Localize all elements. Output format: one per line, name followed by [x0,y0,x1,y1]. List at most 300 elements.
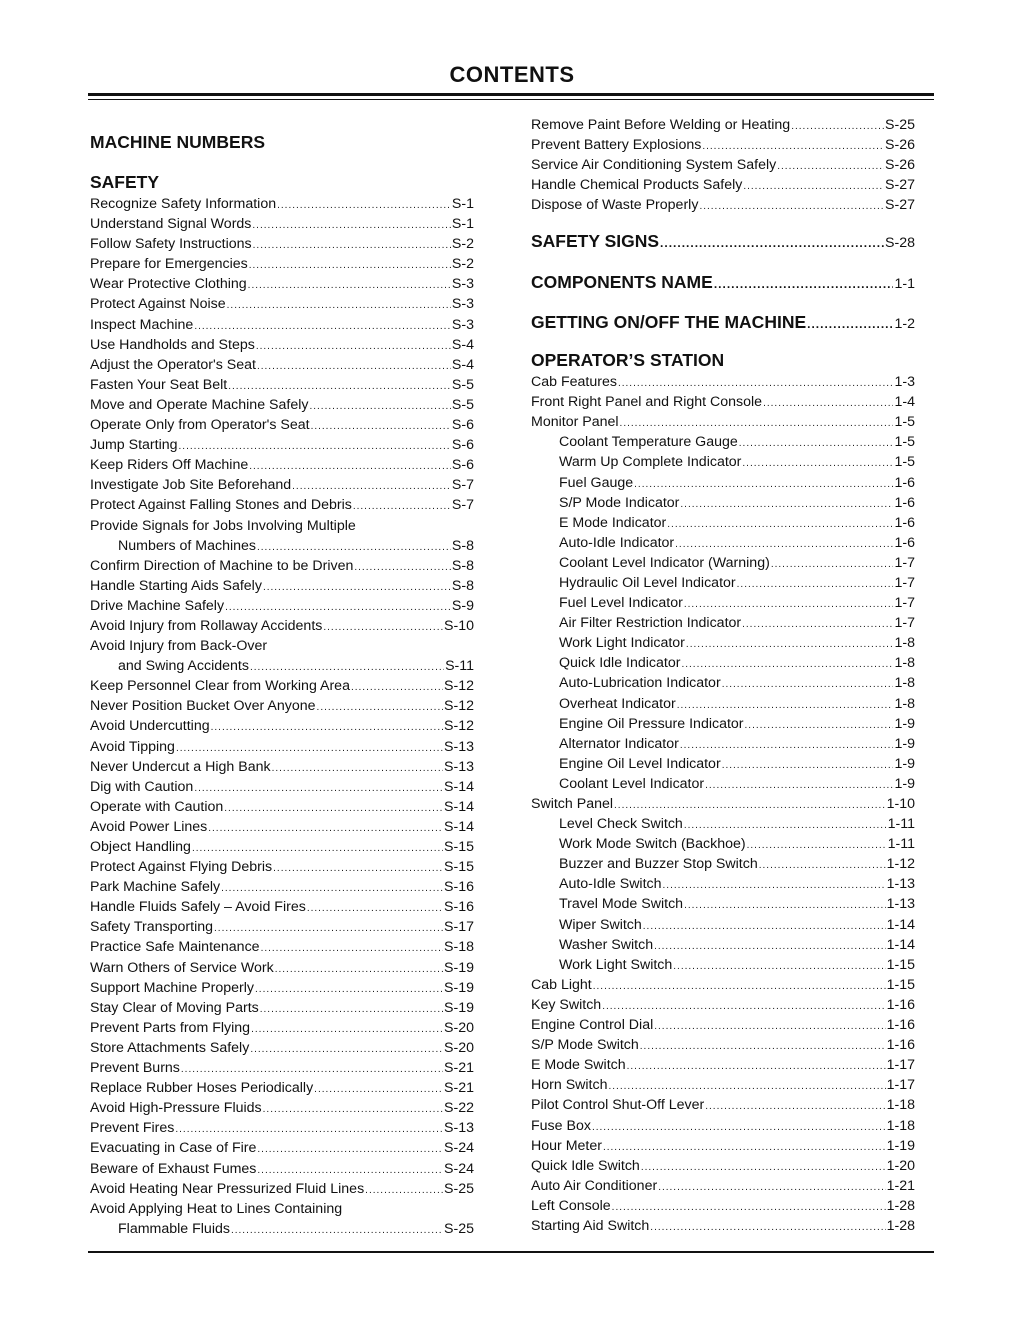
toc-entry-page: S-13 [444,738,474,755]
dot-leader [248,276,451,294]
dot-leader [654,1017,885,1035]
toc-entry-page: S-21 [444,1060,474,1077]
dot-leader [686,635,894,653]
dot-leader [742,615,893,633]
toc-entry [90,817,474,837]
toc-entry-page: S-25 [885,117,915,133]
dot-leader [699,197,884,215]
toc-entry [531,774,915,794]
toc-entry-page: S-19 [444,999,474,1016]
toc-entry-title: Operate Only from Operator's Seat [90,417,310,434]
toc-entry-page: S-3 [451,296,474,313]
toc-entry-page: 1-6 [894,474,915,491]
toc-entry-page: 1-8 [894,675,915,692]
toc-entry-title: Auto-Idle Indicator [559,534,675,551]
toc-entry [531,262,915,302]
dot-leader [365,1181,443,1199]
toc-entry-page: S-15 [444,839,474,855]
toc-entry-page: S-1 [451,196,474,212]
toc-entry [531,493,915,513]
toc-entry [531,392,915,412]
toc-entry [531,1035,915,1055]
toc-entry-title: Wear Protective Clothing [90,276,247,293]
toc-entry-title: Auto-Idle Switch [559,876,662,893]
toc-entry-page: S-5 [451,396,474,413]
toc-entry-title: and Swing Accidents [118,658,249,675]
toc-entry-title: Wiper Switch [559,916,642,933]
dot-leader [618,374,894,392]
toc-entry [531,302,915,342]
toc-entry [90,1199,474,1219]
toc-entry-title: GETTING ON/OFF THE MACHINE [531,311,807,332]
dot-leader [743,177,884,195]
toc-entry [90,837,474,857]
toc-entry-page: 1-9 [894,735,915,752]
toc-entry [531,915,915,935]
toc-entry-title: Dispose of Waste Properly [531,197,699,214]
header-rule-thick [88,93,934,96]
toc-entry [90,998,474,1018]
toc-entry [90,917,474,937]
toc-entry-page: S-10 [444,617,474,634]
toc-entry [531,513,915,533]
toc-entry-title: Evacuating in Case of Fire [90,1140,257,1157]
dot-leader [641,1158,886,1176]
toc-entry [90,475,474,495]
toc-entry-page: 1-15 [886,976,915,993]
safety-entry-list-continued [531,115,915,215]
toc-entry [531,955,915,975]
toc-entry [531,593,915,613]
toc-entry [90,1018,474,1038]
dot-leader [650,1218,885,1236]
toc-entry-page: S-17 [444,919,474,936]
toc-entry-title: Auto-Lubrication Indicator [559,675,721,692]
toc-entry [90,395,474,415]
toc-entry [90,1118,474,1138]
toc-entry-page: 1-20 [886,1157,915,1174]
toc-entry-page: S-6 [451,457,474,474]
toc-entry [531,175,915,195]
dot-leader [181,1060,443,1078]
toc-entry-title: Horn Switch [531,1077,608,1094]
toc-entry [531,135,915,155]
toc-entry-title: Use Handholds and Steps [90,336,255,353]
toc-entry-page: S-7 [451,477,474,494]
toc-entry-title: Work Light Switch [559,956,673,973]
toc-entry-title: Buzzer and Buzzer Stop Switch [559,856,758,873]
toc-entry [90,797,474,817]
toc-entry-title: Alternator Indicator [559,735,679,752]
dot-leader [192,839,443,857]
toc-entry [531,754,915,774]
dot-leader [654,937,886,955]
toc-entry-page: S-21 [444,1080,474,1097]
section-heading-list [531,221,915,342]
dot-leader [763,394,893,412]
toc-entry [90,1098,474,1118]
toc-entry-title: Engine Oil Pressure Indicator [559,715,744,732]
toc-entry-title: Front Right Panel and Right Console [531,394,763,411]
toc-entry-title: Work Mode Switch (Backhoe) [559,836,746,853]
heading-machine-numbers: MACHINE NUMBERS [90,132,265,152]
toc-entry [90,194,474,214]
toc-entry-page: S-26 [885,137,915,154]
toc-entry-title: Avoid Heating Near Pressurized Fluid Lines [90,1180,365,1197]
toc-entry-title: Quick Idle Indicator [559,655,681,672]
toc-entry-title: Move and Operate Machine Safely [90,396,309,413]
toc-entry [531,714,915,734]
toc-entry-title: Warm Up Complete Indicator [559,454,742,471]
dot-leader [260,1000,443,1018]
toc-entry-title: Object Handling [90,839,191,855]
toc-entry-title: Flammable Fluids [118,1220,230,1237]
dot-leader [231,1221,443,1239]
toc-entry [531,694,915,714]
toc-entry [90,656,474,676]
dot-leader [592,1118,886,1136]
dot-leader [311,417,451,435]
toc-entry-title: Beware of Exhaust Fumes [90,1160,257,1177]
toc-entry-title: Avoid Power Lines [90,818,208,835]
dot-leader [745,716,894,734]
toc-entry-page: S-8 [451,537,474,554]
dot-leader [253,236,451,254]
toc-entry-page: S-19 [444,959,474,976]
toc-entry-title: Cab Features [531,374,617,391]
toc-entry-page: S-8 [451,577,474,594]
toc-entry-title: Numbers of Machines [118,537,256,554]
toc-entry [90,857,474,877]
dot-leader [684,595,894,613]
toc-entry [90,274,474,294]
dot-leader [250,658,444,676]
dot-leader [612,1198,886,1216]
toc-entry [90,495,474,515]
page-title: CONTENTS [449,62,575,87]
dot-leader [176,739,443,757]
toc-entry [531,473,915,493]
dot-leader [256,337,451,355]
dot-leader [603,1138,886,1156]
dot-leader [759,856,886,874]
dot-leader [251,1020,443,1038]
dot-leader [634,475,893,493]
toc-entry-page: S-2 [451,256,474,273]
toc-entry [531,673,915,693]
toc-entry [531,894,915,914]
toc-entry-page: S-11 [445,658,474,675]
toc-entry-title: Follow Safety Instructions [90,236,252,253]
dot-leader [722,675,894,693]
dot-leader [257,538,451,556]
toc-entry-page: 1-9 [894,775,915,792]
toc-entry-page: S-26 [885,157,915,174]
toc-entry [531,975,915,995]
toc-entry-title: Avoid Injury from Rollaway Accidents [90,617,323,634]
dot-leader [227,296,451,314]
toc-entry-page: S-19 [444,979,474,996]
dot-leader [705,1097,885,1115]
dot-leader [277,196,451,214]
toc-entry-page: S-27 [885,197,915,214]
toc-entry-title: Prevent Battery Explosions [531,137,702,154]
toc-entry-page: S-12 [444,678,474,695]
toc-entry-title: Coolant Temperature Gauge [559,434,738,451]
toc-entry-title: Investigate Job Site Beforehand [90,477,292,494]
toc-entry-title: Avoid High-Pressure Fluids [90,1100,262,1117]
toc-entry-page: 1-19 [886,1137,915,1154]
toc-entry-title: Keep Personnel Clear from Working Area [90,678,350,695]
toc-entry-page: 1-7 [894,595,915,612]
toc-entry-page: S-22 [444,1100,474,1117]
toc-entry-title: COMPONENTS NAME [531,271,713,292]
dot-leader [602,997,885,1015]
toc-entry-page: S-4 [451,336,474,353]
toc-entry-title: Service Air Conditioning System Safely [531,157,777,174]
toc-entry [90,937,474,957]
toc-entry-page: 1-28 [886,1217,915,1234]
dot-leader [317,698,443,716]
toc-entry-title: Auto Air Conditioner [531,1177,658,1194]
toc-entry [90,455,474,475]
toc-entry-title: Fuel Gauge [559,474,634,491]
toc-entry-page: 1-7 [894,615,915,632]
toc-entry [531,1216,915,1236]
toc-entry-page: 1-8 [894,695,915,712]
toc-entry-title: E Mode Indicator [559,514,667,531]
dot-leader [680,736,894,754]
toc-entry-page: 1-9 [894,715,915,732]
toc-entry [90,897,474,917]
toc-entry-title: Switch Panel [531,796,614,812]
toc-entry-page: 1-12 [886,856,915,873]
toc-entry-title: SAFETY SIGNS [531,231,660,252]
toc-entry-page: S-1 [451,216,474,233]
toc-entry-page: S-27 [885,177,915,194]
toc-entry-page: 1-15 [886,956,915,973]
toc-entry-page: 1-3 [894,374,915,391]
toc-entry [531,734,915,754]
dot-leader [179,437,451,455]
toc-entry [90,636,474,656]
toc-entry-title: Safety Transporting [90,919,214,936]
toc-entry-title: Adjust the Operator's Seat [90,356,256,373]
dot-leader [684,816,887,834]
dot-leader [224,799,443,817]
toc-entry [531,1075,915,1095]
dot-leader [208,819,443,837]
dot-leader [614,796,886,814]
dot-leader [194,779,443,797]
toc-entry [531,1136,915,1156]
dot-leader [214,919,443,937]
toc-entry-page: S-24 [444,1160,474,1177]
toc-entry [90,516,474,536]
toc-entry [531,573,915,593]
toc-entry-page: S-25 [444,1180,474,1197]
toc-entry-title: Air Filter Restriction Indicator [559,615,742,632]
toc-entry-page: S-25 [444,1220,474,1237]
toc-entry-page: 1-17 [886,1077,915,1094]
dot-leader [722,756,894,774]
dot-leader [272,759,443,777]
toc-entry-page: S-18 [444,939,474,956]
dot-leader [791,117,884,135]
dot-leader [263,1100,443,1118]
safety-entry-list [90,194,474,1239]
toc-entry-page: S-20 [444,1039,474,1056]
toc-entry [90,556,474,576]
toc-entry-page: 1-13 [886,876,915,893]
dot-leader [351,678,443,696]
toc-entry-title: Provide Signals for Jobs Involving Multiple [90,517,356,534]
toc-entry-title: Work Light Indicator [559,635,685,652]
toc-entry-page: S-16 [444,899,474,916]
toc-entry-title: Avoid Tipping [90,738,175,755]
toc-entry [531,995,915,1015]
toc-entry-title: Coolant Level Indicator (Warning) [559,554,770,571]
dot-leader [275,960,443,978]
toc-entry [90,234,474,254]
toc-entry [531,195,915,215]
toc-entry [90,315,474,335]
toc-entry-page: 1-6 [894,534,915,551]
dot-leader [194,317,451,335]
toc-entry-page: 1-6 [894,514,915,531]
dot-leader [643,917,886,935]
toc-entry [531,935,915,955]
dot-leader [273,859,443,877]
toc-entry-title: S/P Mode Indicator [559,494,680,511]
toc-entry-title: Never Undercut a High Bank [90,758,271,775]
toc-entry-page: 1-5 [894,414,915,431]
toc-entry-title: Hour Meter [531,1137,602,1154]
toc-entry-page: 1-21 [886,1177,915,1194]
toc-entry-page: 1-13 [886,896,915,913]
dot-leader [680,495,893,513]
toc-entry [531,653,915,673]
dot-leader [250,1040,443,1058]
toc-entry [531,633,915,653]
dot-leader [221,879,443,897]
toc-entry [90,1078,474,1098]
toc-entry-page: 1-17 [886,1057,915,1074]
toc-entry [531,1116,915,1136]
toc-entry-page: 1-10 [886,796,915,812]
toc-entry-title: Level Check Switch [559,816,683,833]
toc-entry-title: Washer Switch [559,936,654,953]
toc-entry [90,536,474,556]
toc-entry-page: 1-11 [887,836,915,853]
toc-entry-page: 1-18 [886,1097,915,1114]
toc-entry-page: 1-9 [894,755,915,772]
toc-entry [90,716,474,736]
toc-entry [531,1196,915,1216]
toc-entry [90,294,474,314]
toc-entry-page: S-13 [444,1120,474,1137]
toc-entry-page: S-8 [451,557,474,574]
toc-entry [531,1176,915,1196]
dot-leader [249,256,451,274]
toc-entry-page: S-12 [444,718,474,735]
toc-entry-title: Confirm Direction of Machine to be Driven [90,557,354,574]
toc-entry [90,616,474,636]
toc-entry-title: Protect Against Flying Debris [90,859,273,876]
dot-leader [307,899,443,917]
toc-entry [531,1095,915,1115]
toc-entry-page: 1-8 [894,655,915,672]
toc-entry-page: S-15 [444,859,474,876]
toc-entry-page: S-4 [451,356,474,373]
toc-entry-page: 1-28 [886,1197,915,1214]
toc-entry-title: Practice Safe Maintenance [90,939,260,956]
heading-safety: SAFETY [90,172,160,192]
dot-leader [747,836,887,854]
toc-entry-title: Fasten Your Seat Belt [90,376,228,393]
toc-entry-page: S-24 [444,1140,474,1157]
toc-entry [531,834,915,854]
toc-entry-title: S/P Mode Switch [531,1037,639,1054]
operators-station-entry-list [531,372,915,1236]
toc-entry-page: S-3 [451,276,474,293]
toc-entry [90,355,474,375]
dot-leader [667,515,893,533]
toc-entry-page: 1-18 [886,1117,915,1134]
toc-entry [90,1038,474,1058]
toc-entry-page: S-12 [444,698,474,715]
toc-entry-page: S-16 [444,879,474,896]
toc-entry-page: S-6 [451,417,474,434]
dot-leader [737,575,894,593]
toc-entry-page: 1-2 [894,315,915,332]
toc-entry-page: 1-6 [894,494,915,511]
dot-leader [777,157,884,175]
toc-entry-title: Protect Against Falling Stones and Debris [90,497,352,514]
toc-entry [90,978,474,998]
dot-leader [249,457,451,475]
toc-entry-page: S-9 [451,597,474,614]
dot-leader [175,1120,443,1138]
dot-leader [640,1037,886,1055]
dot-leader [314,1080,443,1098]
toc-entry-title: Prevent Fires [90,1120,175,1137]
toc-entry [531,613,915,633]
toc-entry-page: S-3 [451,316,474,333]
footer-rule [88,1251,934,1253]
toc-entry-title: Key Switch [531,996,602,1013]
toc-entry-title: Jump Starting [90,437,178,454]
toc-entry [90,676,474,696]
toc-entry-page: 1-8 [894,635,915,652]
toc-entry-title: Hydraulic Oil Level Indicator [559,574,736,591]
toc-entry [90,1138,474,1158]
toc-entry [531,432,915,452]
toc-entry [531,1156,915,1176]
toc-entry-title: Engine Control Dial [531,1017,654,1034]
dot-leader [593,977,886,995]
dot-leader [658,1178,885,1196]
dot-leader [627,1057,886,1075]
toc-entry-title: Support Machine Properly [90,979,255,996]
dot-leader [255,980,443,998]
toc-entry-title: Park Machine Safely [90,879,221,896]
toc-entry-page: S-5 [451,376,474,393]
toc-entry-page: S-14 [444,818,474,835]
dot-leader [323,618,443,636]
toc-entry [90,1219,474,1239]
dot-leader [353,497,451,515]
